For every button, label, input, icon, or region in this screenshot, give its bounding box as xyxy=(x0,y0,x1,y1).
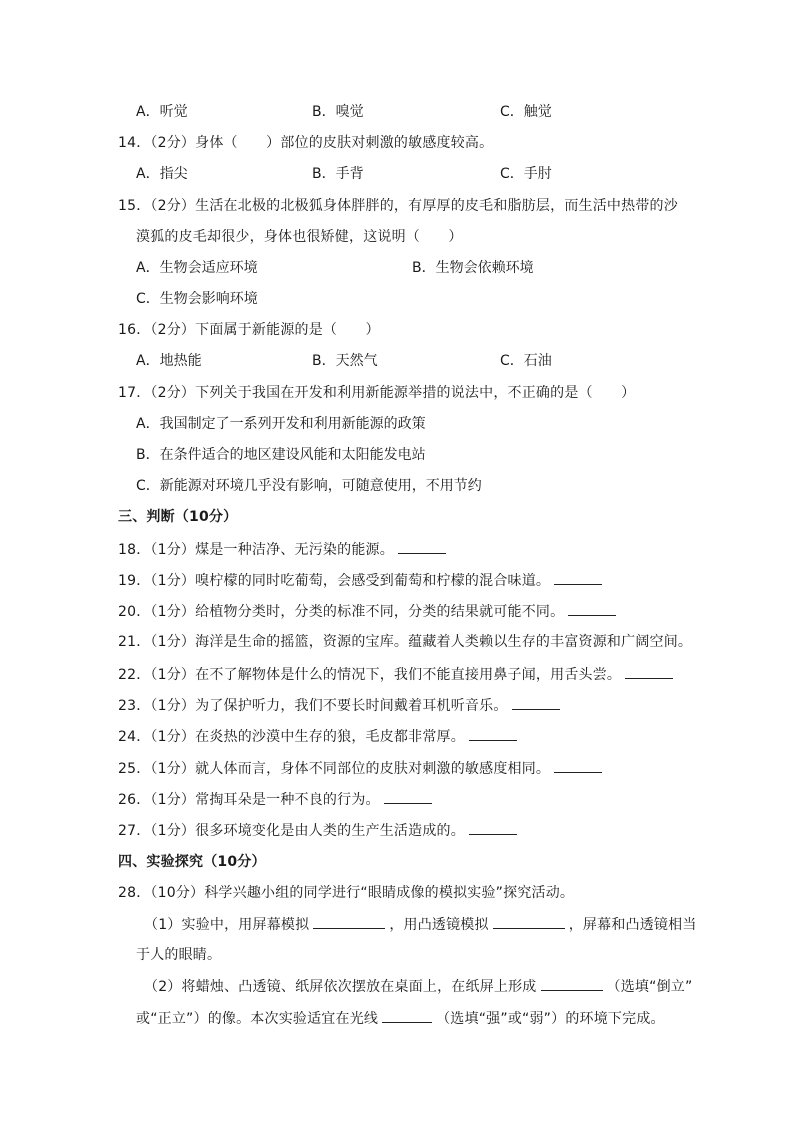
q14-stem: 14．（2分）身体（ ）部位的皮肤对刺激的敏感度较高。 xyxy=(118,135,494,151)
answer-blank[interactable] xyxy=(554,570,602,585)
q13-option-b: B．嗅觉 xyxy=(312,104,364,120)
judgment-item: 24．（1分）在炎热的沙漠中生存的狼，毛皮都非常厚。 xyxy=(118,726,678,747)
answer-blank[interactable] xyxy=(554,758,602,773)
answer-blank[interactable] xyxy=(398,539,446,554)
q13-option-c: C．触觉 xyxy=(500,104,552,120)
answer-blank[interactable] xyxy=(541,976,603,991)
q16-option-a: A．地热能 xyxy=(136,353,202,369)
q16-option-c: C．石油 xyxy=(500,353,552,369)
answer-blank[interactable] xyxy=(512,695,560,710)
answer-blank[interactable] xyxy=(568,601,616,616)
q16-option-b: B．天然气 xyxy=(312,353,378,369)
answer-blank[interactable] xyxy=(469,726,517,741)
q28-part2-cont: 或“正立”）的像。本次实验适宜在光线 （选填“强”或“弱”）的环境下完成。 xyxy=(136,1008,678,1029)
q15-option-b: B．生物会依赖环境 xyxy=(412,260,534,276)
section-heading-judgment: 三、判断（10分） xyxy=(118,509,238,525)
q28-part1-cont: 于人的眼睛。 xyxy=(136,947,222,963)
q14-option-a: A．指尖 xyxy=(136,166,188,182)
answer-blank[interactable] xyxy=(469,820,517,835)
judgment-item: 25．（1分）就人体而言，身体不同部位的皮肤对刺激的敏感度相同。 xyxy=(118,758,678,779)
q14-option-c: C．手肘 xyxy=(500,166,552,182)
q28-part1: （1）实验中，用屏幕模拟 ，用凸透镜模拟 ，屏幕和凸透镜相当 xyxy=(144,914,678,935)
judgment-item: 26．（1分）常掏耳朵是一种不良的行为。 xyxy=(118,789,678,810)
q17-stem: 17．（2分）下列关于我国在开发和利用新能源举措的说法中，不正确的是（ ） xyxy=(118,385,636,401)
q28-stem: 28．（10分）科学兴趣小组的同学进行“眼睛成像的模拟实验”探究活动。 xyxy=(118,885,575,901)
judgment-item: 23．（1分）为了保护听力，我们不要长时间戴着耳机听音乐。 xyxy=(118,695,678,716)
q16-stem: 16．（2分）下面属于新能源的是（ ） xyxy=(118,322,380,338)
q15-option-a: A．生物会适应环境 xyxy=(136,260,258,276)
q15-stem-line2: 漠狐的皮毛却很少，身体也很矫健，这说明（ ） xyxy=(136,229,463,245)
judgment-item: 21．（1分）海洋是生命的摇篮，资源的宝库。蕴藏着人类赖以生存的丰富资源和广阔空间。 xyxy=(118,634,693,650)
q15-option-c: C．生物会影响环境 xyxy=(136,291,258,307)
judgment-item: 19．（1分）嗅柠檬的同时吃葡萄，会感受到葡萄和柠檬的混合味道。 xyxy=(118,570,678,591)
q13-option-a: A．听觉 xyxy=(136,104,188,120)
q17-option-a: A．我国制定了一系列开发和利用新能源的政策 xyxy=(136,416,426,432)
judgment-item: 20．（1分）给植物分类时，分类的标准不同，分类的结果就可能不同。 xyxy=(118,601,678,622)
section-heading-experiment: 四、实验探究（10分） xyxy=(118,854,266,870)
q28-part2: （2）将蜡烛、凸透镜、纸屏依次摆放在桌面上，在纸屏上形成 （选填“倒立” xyxy=(144,976,678,997)
judgment-item: 18．（1分）煤是一种洁净、无污染的能源。 xyxy=(118,539,678,560)
q17-option-c: C．新能源对环境几乎没有影响，可随意使用，不用节约 xyxy=(136,478,482,494)
answer-blank[interactable] xyxy=(493,914,565,929)
answer-blank[interactable] xyxy=(382,1008,432,1023)
answer-blank[interactable] xyxy=(625,664,673,679)
q17-option-b: B．在条件适合的地区建设风能和太阳能发电站 xyxy=(136,447,426,463)
judgment-item: 27．（1分）很多环境变化是由人类的生产生活造成的。 xyxy=(118,820,678,841)
q14-option-b: B．手背 xyxy=(312,166,364,182)
answer-blank[interactable] xyxy=(384,789,432,804)
q15-stem-line1: 15．（2分）生活在北极的北极狐身体胖胖的，有厚厚的皮毛和脂肪层，而生活中热带的沙 xyxy=(118,198,678,214)
judgment-item: 22．（1分）在不了解物体是什么的情况下，我们不能直接用鼻子闻，用舌头尝。 xyxy=(118,664,678,685)
answer-blank[interactable] xyxy=(313,914,385,929)
